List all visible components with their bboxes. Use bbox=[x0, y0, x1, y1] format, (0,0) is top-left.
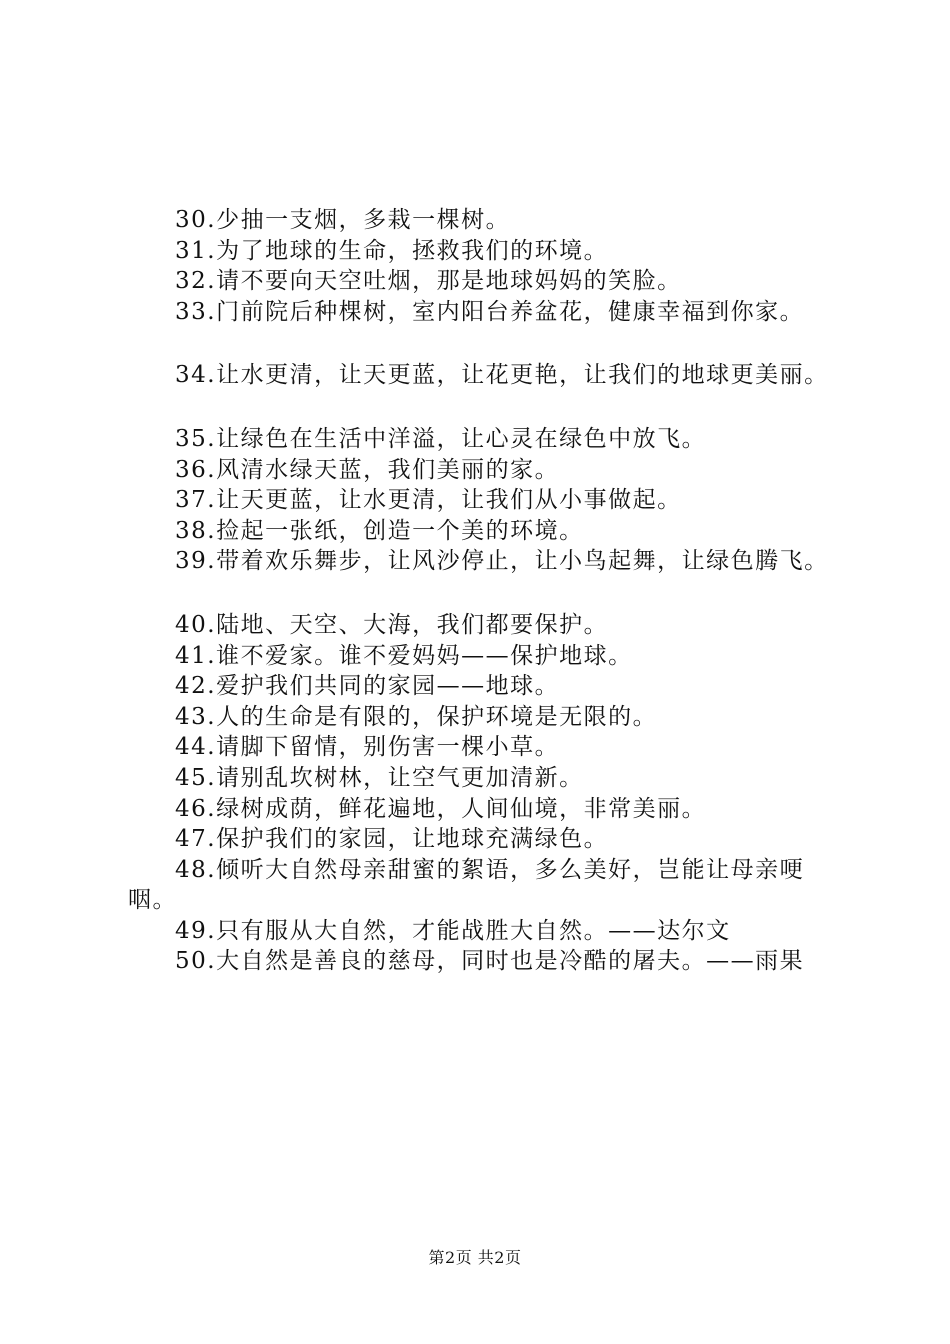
list-item: 37.让天更蓝，让水更清，让我们从小事做起。 bbox=[175, 487, 682, 514]
paragraph-gap bbox=[128, 577, 868, 610]
list-item: 33.门前院后种棵树，室内阳台养盆花，健康幸福到你家。 bbox=[175, 298, 805, 325]
page-footer: 第2页 共2页 bbox=[428, 1248, 522, 1267]
list-item: 38.捡起一张纸，创造一个美的环境。 bbox=[175, 517, 584, 544]
list-item: 40.陆地、天空、大海，我们都要保护。 bbox=[175, 611, 609, 638]
list-item: 42.爱护我们共同的家园——地球。 bbox=[175, 673, 560, 700]
list-item: 34.让水更清，让天更蓝，让花更艳，让我们的地球更美丽。 bbox=[175, 362, 829, 389]
list-item: 46.绿树成荫，鲜花遍地，人间仙境，非常美丽。 bbox=[175, 795, 707, 822]
list-item: 39.带着欢乐舞步，让风沙停止，让小鸟起舞，让绿色腾飞。 bbox=[175, 548, 829, 575]
paragraph-gap bbox=[128, 327, 868, 360]
list-item: 36.风清水绿天蓝，我们美丽的家。 bbox=[175, 456, 560, 483]
list-item: 41.谁不爱家。谁不爱妈妈——保护地球。 bbox=[175, 642, 633, 669]
list-item: 32.请不要向天空吐烟，那是地球妈妈的笑脸。 bbox=[175, 268, 682, 295]
list-item: 44.请脚下留情，别伤害一棵小草。 bbox=[175, 734, 560, 761]
list-item: 45.请别乱坎树林，让空气更加清新。 bbox=[175, 764, 584, 791]
list-item: 43.人的生命是有限的，保护环境是无限的。 bbox=[175, 703, 658, 730]
list-item-continuation: 咽。 bbox=[128, 887, 177, 914]
paragraph-gap bbox=[128, 391, 868, 424]
list-item: 35.让绿色在生活中洋溢，让心灵在绿色中放飞。 bbox=[175, 425, 707, 452]
list-item: 49.只有服从大自然，才能战胜大自然。——达尔文 bbox=[175, 917, 731, 944]
list-item: 31.为了地球的生命，拯救我们的环境。 bbox=[175, 237, 609, 264]
list-item: 47.保护我们的家园，让地球充满绿色。 bbox=[175, 826, 609, 853]
list-item: 48.倾听大自然母亲甜蜜的絮语，多么美好，岂能让母亲哽 bbox=[175, 856, 805, 883]
list-item: 50.大自然是善良的慈母，同时也是冷酷的屠夫。——雨果 bbox=[175, 948, 805, 975]
slogan-list bbox=[128, 205, 868, 977]
list-item: 30.少抽一支烟，多栽一棵树。 bbox=[175, 207, 511, 233]
